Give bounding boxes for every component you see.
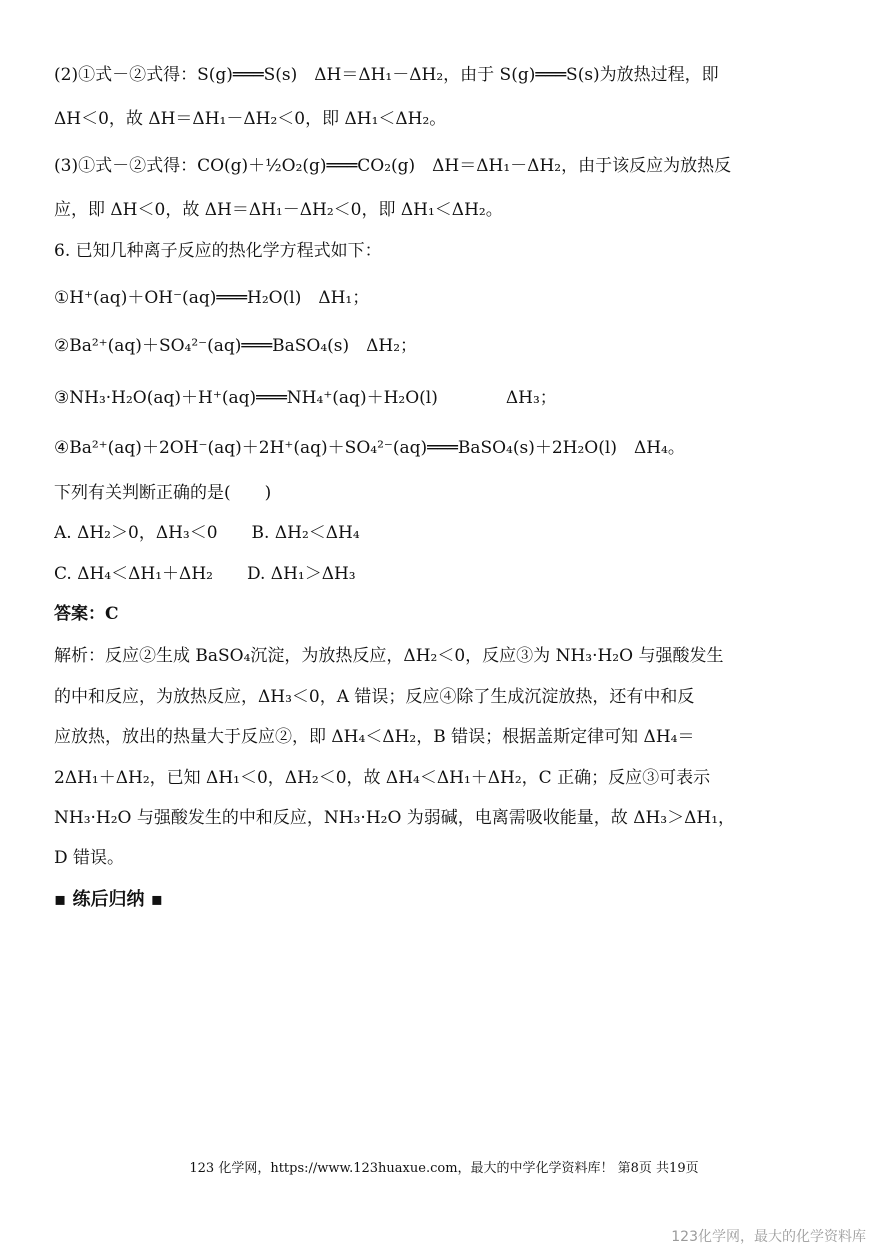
question-stem: 下列有关判断正确的是( ) — [54, 483, 272, 503]
options-cd: C. ΔH₄＜ΔH₁＋ΔH₂ D. ΔH₁＞ΔH₃ — [54, 564, 356, 584]
text-line: (3)①式－②式得：CO(g)＋½O₂(g)═══CO₂(g) ΔH＝ΔH₁－ΔH₂，由于该反应为放热反 — [54, 156, 732, 176]
question-title: 6. 已知几种离子反应的热化学方程式如下： — [54, 241, 382, 261]
explanation-line: 的中和反应，为放热反应，ΔH₃＜0，A 错误；反应④除了生成沉淀放热，还有中和反 — [54, 687, 695, 707]
equation-2: ②Ba²⁺(aq)＋SO₄²⁻(aq)═══BaSO₄(s) ΔH₂； — [54, 336, 418, 356]
equation-4: ④Ba²⁺(aq)＋2OH⁻(aq)＋2H⁺(aq)＋SO₄²⁻(aq)═══BaSO₄(s)＋2H₂O(l) ΔH₄。 — [54, 438, 685, 458]
equation-3: ③NH₃·H₂O(aq)＋H⁺(aq)═══NH₄⁺(aq)＋H₂O(l) ΔH₃； — [54, 388, 557, 408]
explanation-line: 解析：反应②生成 BaSO₄沉淀，为放热反应，ΔH₂＜0，反应③为 NH₃·H₂O 与强酸发生 — [54, 646, 724, 666]
answer: 答案：C — [54, 604, 119, 624]
text-line: (2)①式－②式得：S(g)═══S(s) ΔH＝ΔH₁－ΔH₂，由于 S(g)═══S(s)为放热过程，即 — [54, 65, 719, 85]
watermark: 123化学网，最大的化学资料库 — [671, 1229, 866, 1245]
explanation-line: D 错误。 — [54, 848, 125, 868]
text-line: 应，即 ΔH＜0，故 ΔH＝ΔH₁－ΔH₂＜0，即 ΔH₁＜ΔH₂。 — [54, 200, 503, 220]
page-footer: 123 化学网，https://www.123huaxue.com，最大的中学化学资料库！ 第8页 共19页 — [189, 1161, 699, 1176]
explanation-line: NH₃·H₂O 与强酸发生的中和反应，NH₃·H₂O 为弱碱，电离需吸收能量，故 ΔH₃＞ΔH₁， — [54, 808, 736, 828]
options-ab: A. ΔH₂＞0，ΔH₃＜0 B. ΔH₂＜ΔH₄ — [54, 523, 360, 543]
text-line: ΔH＜0，故 ΔH＝ΔH₁－ΔH₂＜0，即 ΔH₁＜ΔH₂。 — [54, 109, 447, 129]
section-title: ▪ 练后归纳 ▪ — [54, 889, 163, 910]
equation-1: ①H⁺(aq)＋OH⁻(aq)═══H₂O(l) ΔH₁； — [54, 288, 370, 308]
explanation-line: 2ΔH₁＋ΔH₂，已知 ΔH₁＜0，ΔH₂＜0，故 ΔH₄＜ΔH₁＋ΔH₂，C 正确；反应③可表示 — [54, 768, 711, 788]
explanation-line: 应放热，放出的热量大于反应②，即 ΔH₄＜ΔH₂，B 错误；根据盖斯定律可知 ΔH₄＝ — [54, 727, 695, 747]
